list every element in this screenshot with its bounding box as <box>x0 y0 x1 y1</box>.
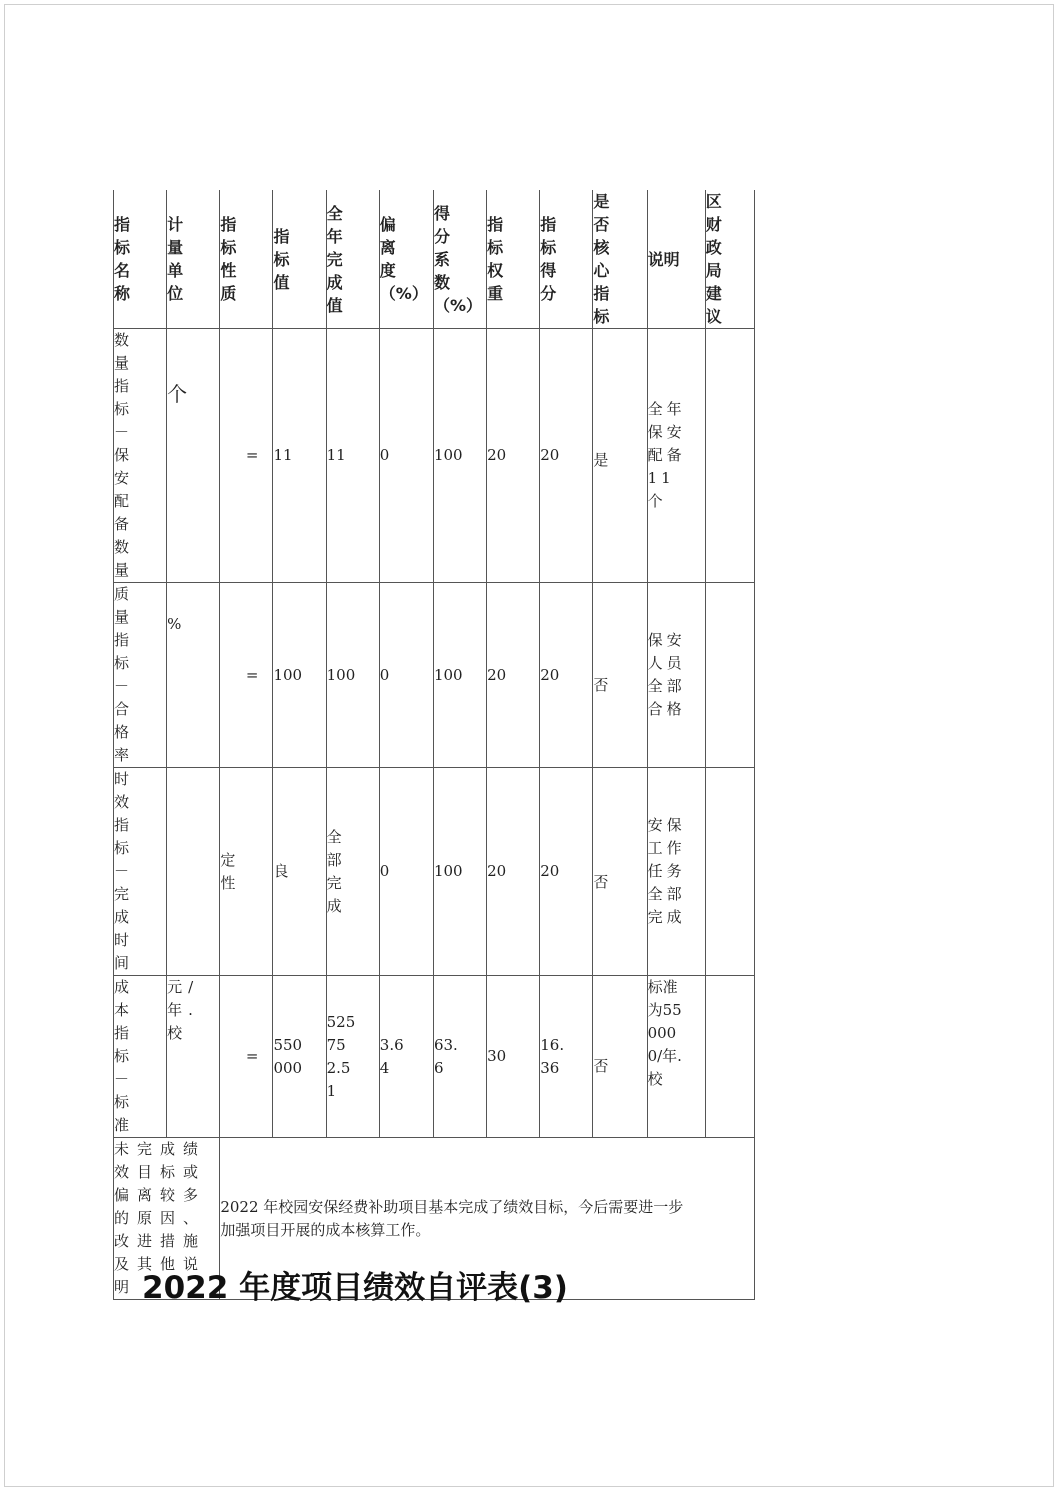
cell-note: 保安人员全部合格 <box>647 583 705 768</box>
cell-name: 数量指标－保安配备数量 <box>114 329 167 583</box>
cell-weight: 30 <box>487 976 540 1138</box>
table-row <box>114 329 755 583</box>
cell-value: 100 <box>273 583 326 768</box>
cell-score: 20 <box>540 583 593 768</box>
cell-note: 安保工作任务全部完成 <box>647 768 705 976</box>
cell-unit: 元/年.校 <box>167 976 220 1138</box>
cell-value: 11 <box>273 329 326 583</box>
header-value: 指标值 <box>273 190 326 329</box>
cell-unit: % <box>167 583 220 768</box>
header-deviation: 偏离度（%） <box>379 190 433 329</box>
cell-score: 20 <box>540 768 593 976</box>
header-name: 指标名称 <box>114 190 167 329</box>
cell-deviation: 0 <box>379 329 433 583</box>
cell-actual: 100 <box>326 583 379 768</box>
header-unit: 计量单位 <box>167 190 220 329</box>
header-coef: 得分系数（%） <box>433 190 486 329</box>
cell-coef: 63.6 <box>433 976 486 1138</box>
cell-advice <box>705 583 754 768</box>
table-row <box>114 583 755 768</box>
cell-core: 是 <box>593 329 647 583</box>
cell-actual: 全部完成 <box>326 768 379 976</box>
cell-unit <box>167 768 220 976</box>
cell-unit: 个 <box>167 329 220 583</box>
table-row <box>114 976 755 1138</box>
header-core: 是否核心指标 <box>593 190 647 329</box>
page-heading: 2022 年度项目绩效自评表(3) <box>142 1270 568 1306</box>
header-advice: 区财政局建议 <box>705 190 754 329</box>
cell-deviation: 3.64 <box>379 976 433 1138</box>
summary-label: 未完成绩效目标或偏离较多的原因、改进措施及其他说明 <box>114 1138 220 1300</box>
cell-weight: 20 <box>487 583 540 768</box>
cell-core: 否 <box>593 583 647 768</box>
cell-value: 良 <box>273 768 326 976</box>
cell-core: 否 <box>593 976 647 1138</box>
cell-weight: 20 <box>487 768 540 976</box>
header-score: 指标得分 <box>540 190 593 329</box>
cell-nature: = <box>220 583 273 768</box>
header-weight: 指标权重 <box>487 190 540 329</box>
cell-nature: 定性 <box>220 768 273 976</box>
cell-name: 成本指标－标准 <box>114 976 167 1138</box>
cell-nature: = <box>220 329 273 583</box>
cell-note: 全年保安配备11个 <box>647 329 705 583</box>
cell-advice <box>705 768 754 976</box>
cell-score: 20 <box>540 329 593 583</box>
header-nature: 指标性质 <box>220 190 273 329</box>
summary-line-2: 加强项目开展的成本核算工作。 <box>220 1220 431 1239</box>
cell-deviation: 0 <box>379 583 433 768</box>
cell-coef: 100 <box>433 583 486 768</box>
performance-table <box>113 190 755 1300</box>
header-note: 说明 <box>647 190 705 329</box>
cell-nature: = <box>220 976 273 1138</box>
cell-value: 550000 <box>273 976 326 1138</box>
cell-actual: 11 <box>326 329 379 583</box>
header-actual: 全年完成值 <box>326 190 379 329</box>
cell-advice <box>705 329 754 583</box>
cell-name: 时效指标－完成时间 <box>114 768 167 976</box>
cell-core: 否 <box>593 768 647 976</box>
cell-coef: 100 <box>433 768 486 976</box>
header-row <box>114 190 755 329</box>
cell-weight: 20 <box>487 329 540 583</box>
cell-advice <box>705 976 754 1138</box>
cell-score: 16.36 <box>540 976 593 1138</box>
cell-actual: 525752.51 <box>326 976 379 1138</box>
cell-coef: 100 <box>433 329 486 583</box>
cell-deviation: 0 <box>379 768 433 976</box>
cell-name: 质量指标－合格率 <box>114 583 167 768</box>
cell-note: 标准为550000/年.校 <box>647 976 705 1138</box>
table-row <box>114 768 755 976</box>
summary-line-1: 2022 年校园安保经费补助项目基本完成了绩效目标，今后需要进一步 <box>220 1197 684 1216</box>
